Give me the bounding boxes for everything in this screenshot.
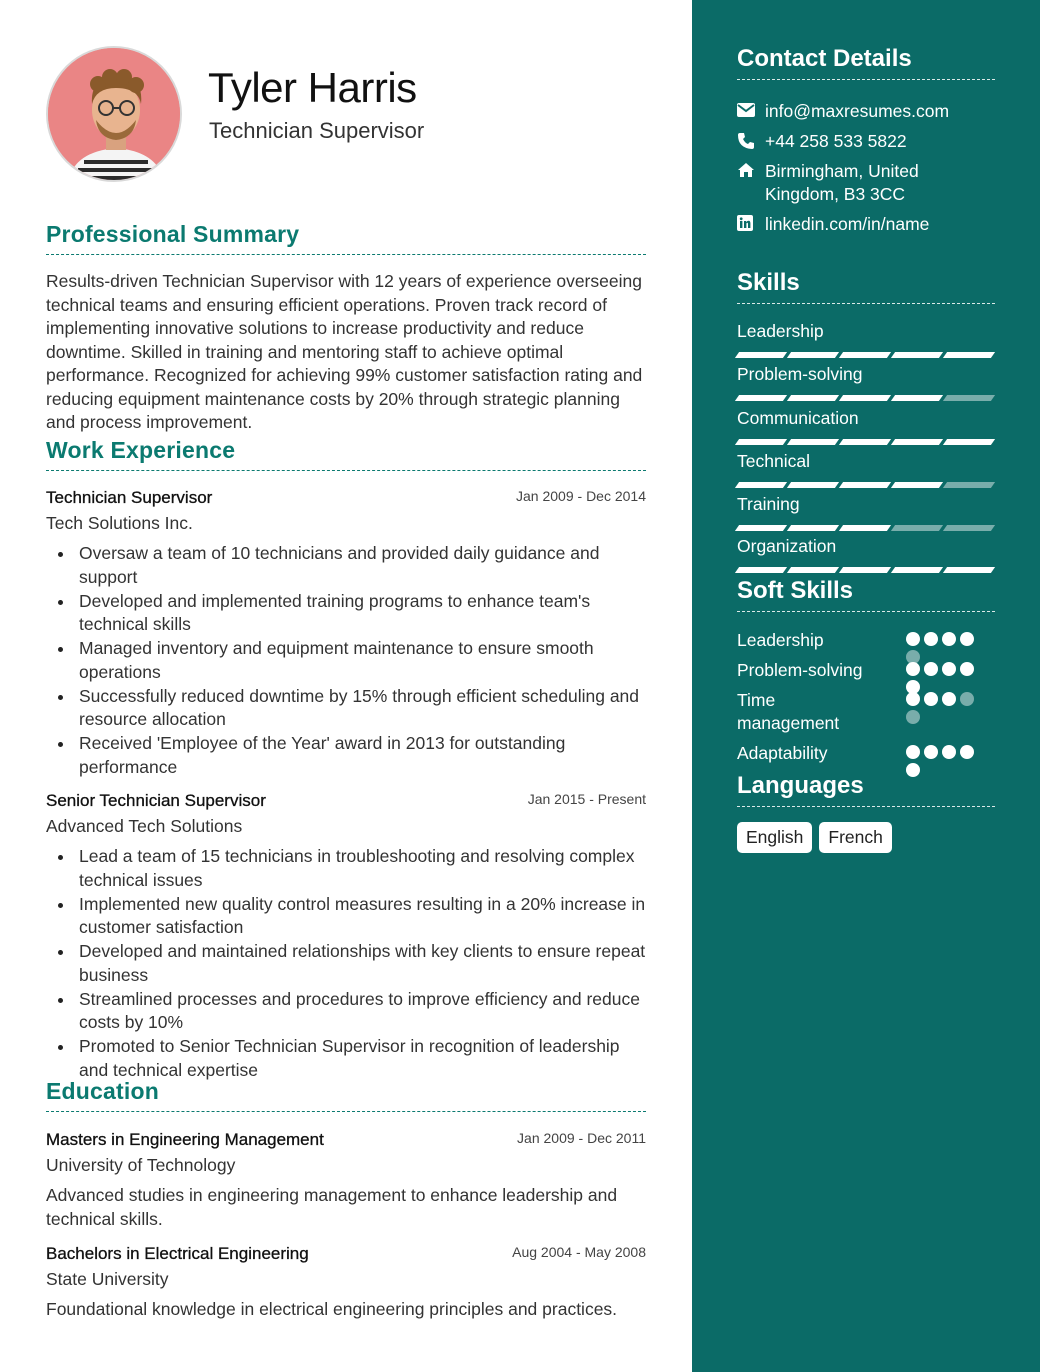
skill-name: Problem-solving [737, 364, 863, 384]
skill-level-segment [735, 439, 787, 445]
skill-level-bar [737, 439, 995, 445]
degree-title: Bachelors in Electrical Engineering [46, 1244, 309, 1263]
skill-level-segment [787, 525, 839, 531]
skill-row [737, 364, 995, 401]
education-date: Aug 2004 - May 2008 [512, 1244, 646, 1260]
rating-dot [960, 662, 974, 676]
skill-row [737, 494, 995, 531]
skill-row [737, 408, 995, 445]
list-item: Implemented new quality control measures resulting in a 20% increase in customer satisfaction [46, 893, 652, 940]
rating-dot [924, 632, 938, 646]
skill-level-segment [943, 352, 995, 358]
rating-dot [924, 692, 938, 706]
skill-level-segment [891, 482, 943, 488]
education-description: Advanced studies in engineering management to enhance leadership and technical skills. [46, 1185, 618, 1229]
skill-row [737, 321, 995, 358]
experience-heading: Work Experience [46, 437, 646, 471]
skill-level-segment [943, 525, 995, 531]
rating-dot [942, 662, 956, 676]
candidate-title: Technician Supervisor [209, 118, 425, 143]
list-item: Developed and maintained relationships with key clients to ensure repeat business [46, 940, 652, 987]
skill-level-segment [735, 567, 787, 573]
soft-skill-name: Problem-solving [737, 660, 863, 680]
soft-skill-row [737, 629, 995, 652]
rating-dot [942, 692, 956, 706]
contact-address [737, 160, 995, 206]
rating-dot [906, 745, 920, 759]
avatar [46, 46, 182, 182]
rating-dot [960, 692, 974, 706]
skill-level-segment [735, 482, 787, 488]
education-entry [46, 1244, 646, 1322]
address-text: Birmingham, United Kingdom, B3 3CC [765, 161, 919, 204]
contact-phone[interactable] [737, 130, 995, 153]
education-heading: Education [46, 1078, 646, 1112]
rating-dot [942, 632, 956, 646]
skill-name: Technical [737, 451, 810, 471]
skill-level-segment [787, 439, 839, 445]
home-icon [737, 160, 765, 206]
list-item: Lead a team of 15 technicians in troubleshooting and resolving complex technical issues [46, 845, 652, 892]
list-item: Managed inventory and equipment maintenance to ensure smooth operations [46, 637, 652, 684]
rating-dot [924, 745, 938, 759]
skill-level-bar [737, 525, 995, 531]
linkedin-text: linkedin.com/in/name [765, 214, 930, 234]
phone-icon [737, 130, 765, 153]
skill-level-bar [737, 567, 995, 573]
rating-dot [906, 662, 920, 676]
skill-level-segment [839, 482, 891, 488]
soft-skill-row [737, 742, 995, 765]
skill-row [737, 536, 995, 573]
rating-dot [906, 692, 920, 706]
school-name: University of Technology [46, 1155, 236, 1175]
skill-level-segment [839, 525, 891, 531]
soft-skill-rating [906, 692, 978, 724]
envelope-icon [737, 100, 765, 123]
school-name: State University [46, 1269, 169, 1289]
profile-photo-icon [48, 48, 182, 182]
job-bullets [46, 542, 646, 779]
rating-dot [960, 632, 974, 646]
degree-title: Masters in Engineering Management [46, 1130, 324, 1149]
skill-level-segment [943, 439, 995, 445]
skill-level-bar [737, 395, 995, 401]
soft-skill-row [737, 659, 995, 682]
email-text: info@maxresumes.com [765, 101, 950, 121]
summary-text: Results-driven Technician Supervisor with 12 years of experience overseeing technical teams and ensuring efficient operations. Proven track record of implementing innovative solutions to increase productivity and reduce downtime. Skilled in training and mentoring staff to achieve optimal performance. Recognized for achieving 99% customer satisfaction rating and reducing equipment maintenance costs by 20% through strategic planning and process improvement. [46, 271, 643, 432]
job-company: Tech Solutions Inc. [46, 513, 193, 533]
education-date: Jan 2009 - Dec 2011 [517, 1130, 646, 1146]
soft-skill-name: Adaptability [737, 743, 828, 763]
skill-name: Organization [737, 536, 837, 556]
skill-level-segment [839, 567, 891, 573]
skill-level-segment [891, 352, 943, 358]
list-item: Received 'Employee of the Year' award in 2013 for outstanding performance [46, 732, 652, 779]
languages-list [737, 822, 892, 853]
job-bullets [46, 845, 646, 1082]
skill-level-bar [737, 352, 995, 358]
job-title: Technician Supervisor [46, 488, 213, 507]
soft-skill-name: Leadership [737, 630, 824, 650]
rating-dot [942, 745, 956, 759]
skill-level-segment [891, 525, 943, 531]
skill-name: Leadership [737, 321, 824, 341]
job-date: Jan 2015 - Present [527, 791, 646, 807]
skill-level-segment [943, 395, 995, 401]
skill-level-segment [787, 352, 839, 358]
soft-skills-heading: Soft Skills [737, 577, 995, 612]
linkedin-icon [737, 213, 765, 236]
skill-level-segment [735, 395, 787, 401]
job-date: Jan 2009 - Dec 2014 [516, 488, 646, 504]
list-item: Streamlined processes and procedures to improve efficiency and reduce costs by 10% [46, 988, 652, 1035]
skill-level-segment [943, 482, 995, 488]
rating-dot [906, 632, 920, 646]
rating-dot [924, 662, 938, 676]
skill-level-segment [787, 482, 839, 488]
languages-heading: Languages [737, 772, 995, 807]
job-company: Advanced Tech Solutions [46, 816, 243, 836]
rating-dot [906, 710, 920, 724]
skill-level-segment [891, 567, 943, 573]
rating-dot [960, 745, 974, 759]
education-entry [46, 1130, 646, 1231]
skill-level-segment [891, 439, 943, 445]
list-item: Oversaw a team of 10 technicians and provided daily guidance and support [46, 542, 652, 589]
contact-heading: Contact Details [737, 45, 995, 80]
soft-skill-name: Time management [737, 690, 840, 733]
skill-level-segment [735, 525, 787, 531]
skill-level-segment [891, 395, 943, 401]
language-tag: English [737, 822, 812, 853]
summary-heading: Professional Summary [46, 221, 646, 255]
education-description: Foundational knowledge in electrical engineering principles and practices. [46, 1299, 618, 1319]
skill-name: Training [737, 494, 800, 514]
job-entry [46, 488, 646, 780]
skill-level-segment [839, 395, 891, 401]
job-entry [46, 791, 646, 1083]
soft-skill-row [737, 689, 995, 735]
skills-heading: Skills [737, 269, 995, 304]
job-title: Senior Technician Supervisor [46, 791, 266, 810]
skill-name: Communication [737, 408, 859, 428]
list-item: Promoted to Senior Technician Supervisor in recognition of leadership and technical expertise [46, 1035, 652, 1082]
skill-level-segment [943, 567, 995, 573]
skill-level-segment [787, 567, 839, 573]
contact-email[interactable] [737, 100, 995, 123]
contact-linkedin[interactable] [737, 213, 995, 236]
skill-level-bar [737, 482, 995, 488]
skill-level-segment [787, 395, 839, 401]
language-tag: French [819, 822, 891, 853]
skill-level-segment [839, 352, 891, 358]
phone-text: +44 258 533 5822 [765, 131, 907, 151]
list-item: Successfully reduced downtime by 15% through efficient scheduling and resource allocation [46, 685, 652, 732]
candidate-name: Tyler Harris [208, 64, 417, 111]
skill-level-segment [839, 439, 891, 445]
list-item: Developed and implemented training programs to enhance team's technical skills [46, 590, 652, 637]
skill-level-segment [735, 352, 787, 358]
skill-row [737, 451, 995, 488]
